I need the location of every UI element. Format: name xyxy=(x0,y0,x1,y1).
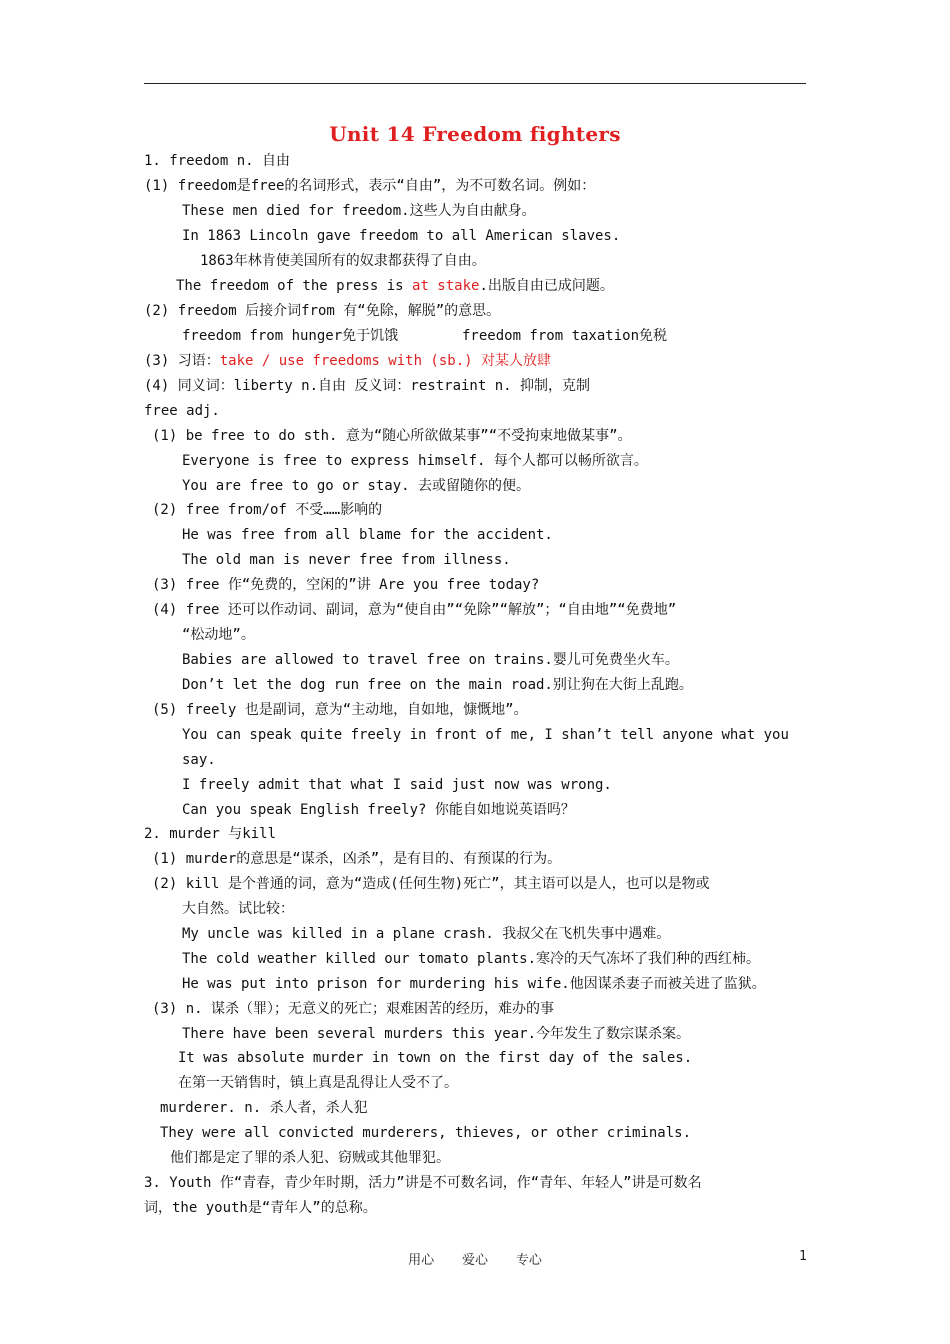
text-line: 大自然。试比较： xyxy=(182,901,294,917)
text-line: 在第一天销售时，镇上真是乱得让人受不了。 xyxy=(178,1075,458,1091)
text-line: (1) freedom是free的名词形式，表示“自由”，为不可数名词。例如： xyxy=(144,178,596,194)
highlight-text: at stake xyxy=(412,278,480,294)
text-line: (2) free from/of 不受……影响的 xyxy=(152,502,383,518)
text-line xyxy=(176,276,614,296)
text-line: In 1863 Lincoln gave freedom to all American slaves. xyxy=(182,228,621,244)
text-segment: .出版自由已成问题。 xyxy=(479,278,614,294)
text-line: (4) 同义词：liberty n.自由 反义词：restraint n. 抑制，克制 xyxy=(144,378,591,394)
text-line: (1) murder的意思是“谋杀，凶杀”，是有目的、有预谋的行为。 xyxy=(152,851,562,867)
page-title: Unit 14 Freedom fighters xyxy=(329,122,621,146)
text-line: These men died for freedom.这些人为自由献身。 xyxy=(182,203,536,219)
header-rule xyxy=(144,83,806,84)
text-line: free adj. xyxy=(144,403,220,419)
text-line: 1863年林肯使美国所有的奴隶都获得了自由。 xyxy=(200,253,486,269)
text-line: “松动地”。 xyxy=(182,627,255,643)
text-line: You are free to go or stay. 去或留随你的便。 xyxy=(182,478,531,494)
text-line: The cold weather killed our tomato plants.寒冷的天气冻坏了我们种的西红柿。 xyxy=(182,951,761,967)
text-line: He was free from all blame for the accident. xyxy=(182,527,553,543)
text-line: There have been several murders this year.今年发生了数宗谋杀案。 xyxy=(182,1026,691,1042)
text-line: (5) freely 也是副词，意为“主动地，自如地，慷慨地”。 xyxy=(152,702,528,718)
text-line: 1. freedom n. 自由 xyxy=(144,153,291,169)
text-line: My uncle was killed in a plane crash. 我叔父在飞机失事中遇难。 xyxy=(182,926,671,942)
text-line: 词，the youth是“青年人”的总称。 xyxy=(144,1200,377,1216)
text-line: (2) freedom 后接介词from 有“免除，解脱”的意思。 xyxy=(144,303,501,319)
text-line: (2) kill 是个普通的词，意为“造成(任何生物)死亡”，其主语可以是人，也可以是物或 xyxy=(152,876,710,892)
text-line: freedom from taxation免税 xyxy=(462,328,668,344)
text-line: (3) n. 谋杀（罪）；无意义的死亡；艰难困苦的经历，难办的事 xyxy=(152,1001,554,1017)
page-footer: 用心 爱心 专心 xyxy=(408,1253,542,1268)
text-line: They were all convicted murderers, thieves, or other criminals. xyxy=(160,1125,692,1141)
text-segment: (3) 习语： xyxy=(144,353,220,369)
page-number: 1 xyxy=(799,1249,807,1264)
text-line: The old man is never free from illness. xyxy=(182,552,511,568)
text-line: He was put into prison for murdering his wife.他因谋杀妻子而被关进了监狱。 xyxy=(182,976,766,992)
text-line: (1) be free to do sth. 意为“随心所欲做某事”“不受拘束地做某事”。 xyxy=(152,428,632,444)
text-line: Can you speak English freely? 你能自如地说英语吗？ xyxy=(182,802,575,818)
text-line: It was absolute murder in town on the first day of the sales. xyxy=(178,1050,693,1066)
text-line: Don’t let the dog run free on the main road.别让狗在大街上乱跑。 xyxy=(182,677,693,693)
text-line xyxy=(144,351,551,371)
text-segment: The freedom of the press is xyxy=(176,278,413,294)
text-line: Everyone is free to express himself. 每个人都可以畅所欲言。 xyxy=(182,453,648,469)
text-line: (3) free 作“免费的，空闲的”讲 Are you free today? xyxy=(152,577,540,593)
text-line: Babies are allowed to travel free on trains.婴儿可免费坐火车。 xyxy=(182,652,679,668)
text-line: (4) free 还可以作动词、副词，意为“使自由”“免除”“解放”；“自由地”“免费地” xyxy=(152,602,677,618)
highlight-text: take / use freedoms with (sb.) 对某人放肆 xyxy=(219,353,552,369)
text-line: 3. Youth 作“青春，青少年时期，活力”讲是不可数名词，作“青年、年轻人”讲是可数名 xyxy=(144,1175,702,1191)
text-line: say. xyxy=(182,752,216,768)
text-line: You can speak quite freely in front of me, I shan’t tell anyone what you xyxy=(182,727,789,743)
text-line: murderer. n. 杀人者，杀人犯 xyxy=(160,1100,368,1116)
text-line: freedom from hunger免于饥饿 xyxy=(182,328,399,344)
text-line: 2. murder 与kill xyxy=(144,826,277,842)
text-line: I freely admit that what I said just now was wrong. xyxy=(182,777,612,793)
text-line: 他们都是定了罪的杀人犯、窃贼或其他罪犯。 xyxy=(170,1150,450,1166)
